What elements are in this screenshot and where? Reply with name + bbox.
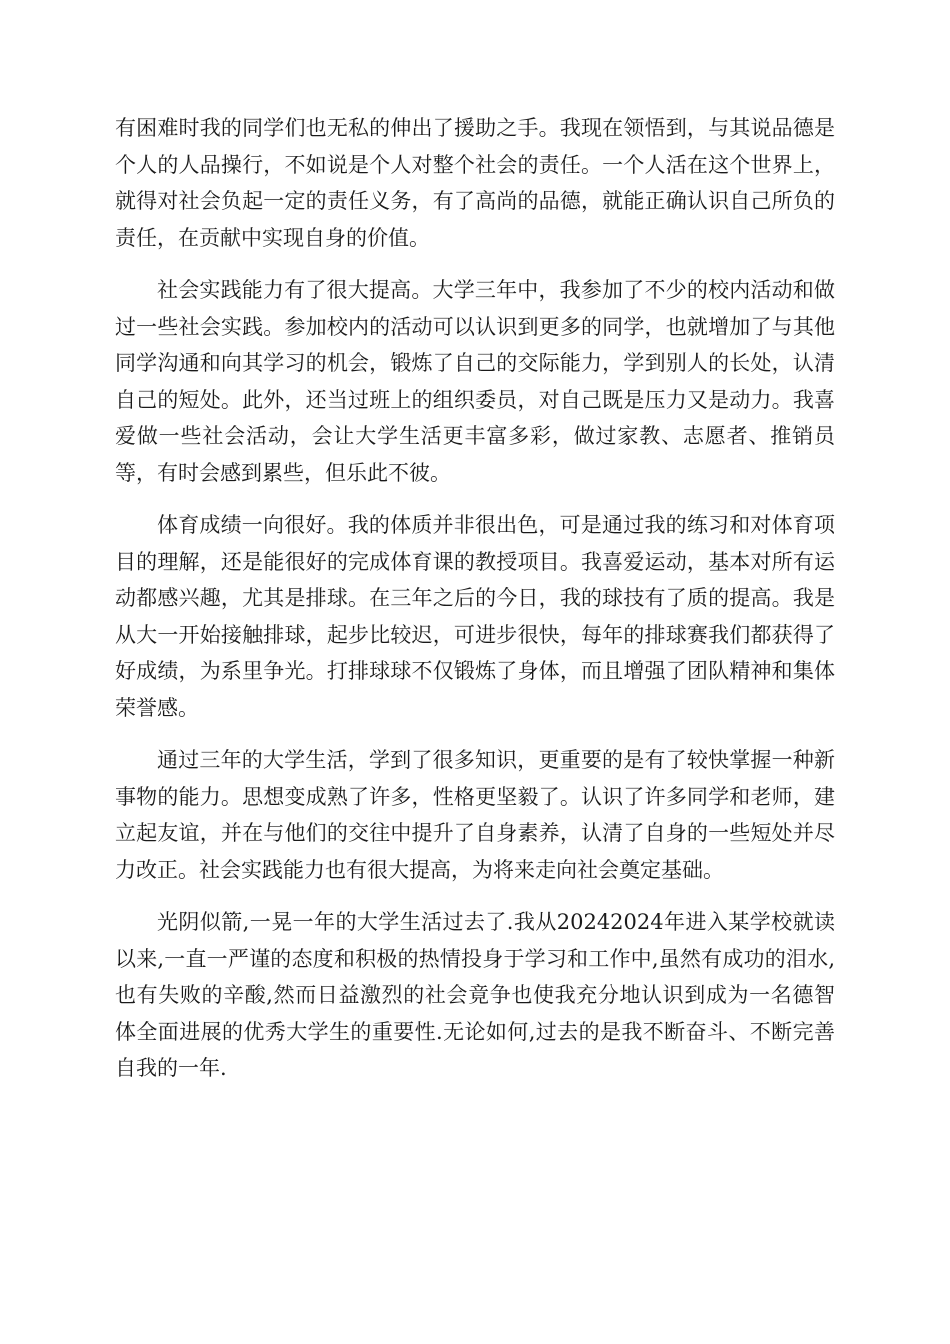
paragraph-4: 通过三年的大学生活，学到了很多知识，更重要的是有了较快掌握一种新事物的能力。思想变成熟了许多，性格更坚毅了。认识了许多同学和老师，建立起友谊，并在与他们的交往中提升了自身素养，认清了自身的一些短处并尽力改正。社会实践能力也有很大提高，为将来走向社会奠定基础。 xyxy=(115,748,835,882)
document-page xyxy=(115,110,835,1103)
paragraph-3: 体育成绩一向很好。我的体质并非很出色，可是通过我的练习和对体育项目的理解，还是能很好的完成体育课的教授项目。我喜爱运动，基本对所有运动都感兴趣，尤其是排球。在三年之后的今日，我的球技有了质的提高。我是从大一开始接触排球，起步比较迟，可进步很快，每年的排球赛我们都获得了好成绩，为系里争光。打排球球不仅锻炼了身体，而且增强了团队精神和集体荣誉感。 xyxy=(115,513,835,720)
paragraph-5: 光阴似箭,一晃一年的大学生活过去了.我从20242024年进入某学校就读以来,一直一严谨的态度和积极的热情投身于学习和工作中,虽然有成功的泪水,也有失败的辛酸,然而日益激烈的社会竟争也使我充分地认识到成为一名德智体全面进展的优秀大学生的重要性.无论如何,过去的是我不断奋斗、不断完善自我的一年. xyxy=(115,910,835,1080)
paragraph-1: 有困难时我的同学们也无私的伸出了援助之手。我现在领悟到，与其说品德是个人的人品操行，不如说是个人对整个社会的责任。一个人活在这个世界上，就得对社会负起一定的责任义务，有了高尚的品德，就能正确认识自己所负的责任，在贡献中实现自身的价值。 xyxy=(115,116,835,250)
paragraph-2: 社会实践能力有了很大提高。大学三年中，我参加了不少的校内活动和做过一些社会实践。参加校内的活动可以认识到更多的同学，也就增加了与其他同学沟通和向其学习的机会，锻炼了自己的交际能力，学到别人的长处，认清自己的短处。此外，还当过班上的组织委员，对自己既是压力又是动力。我喜爱做一些社会活动，会让大学生活更丰富多彩，做过家教、志愿者、推销员等，有时会感到累些，但乐此不彼。 xyxy=(115,278,835,485)
